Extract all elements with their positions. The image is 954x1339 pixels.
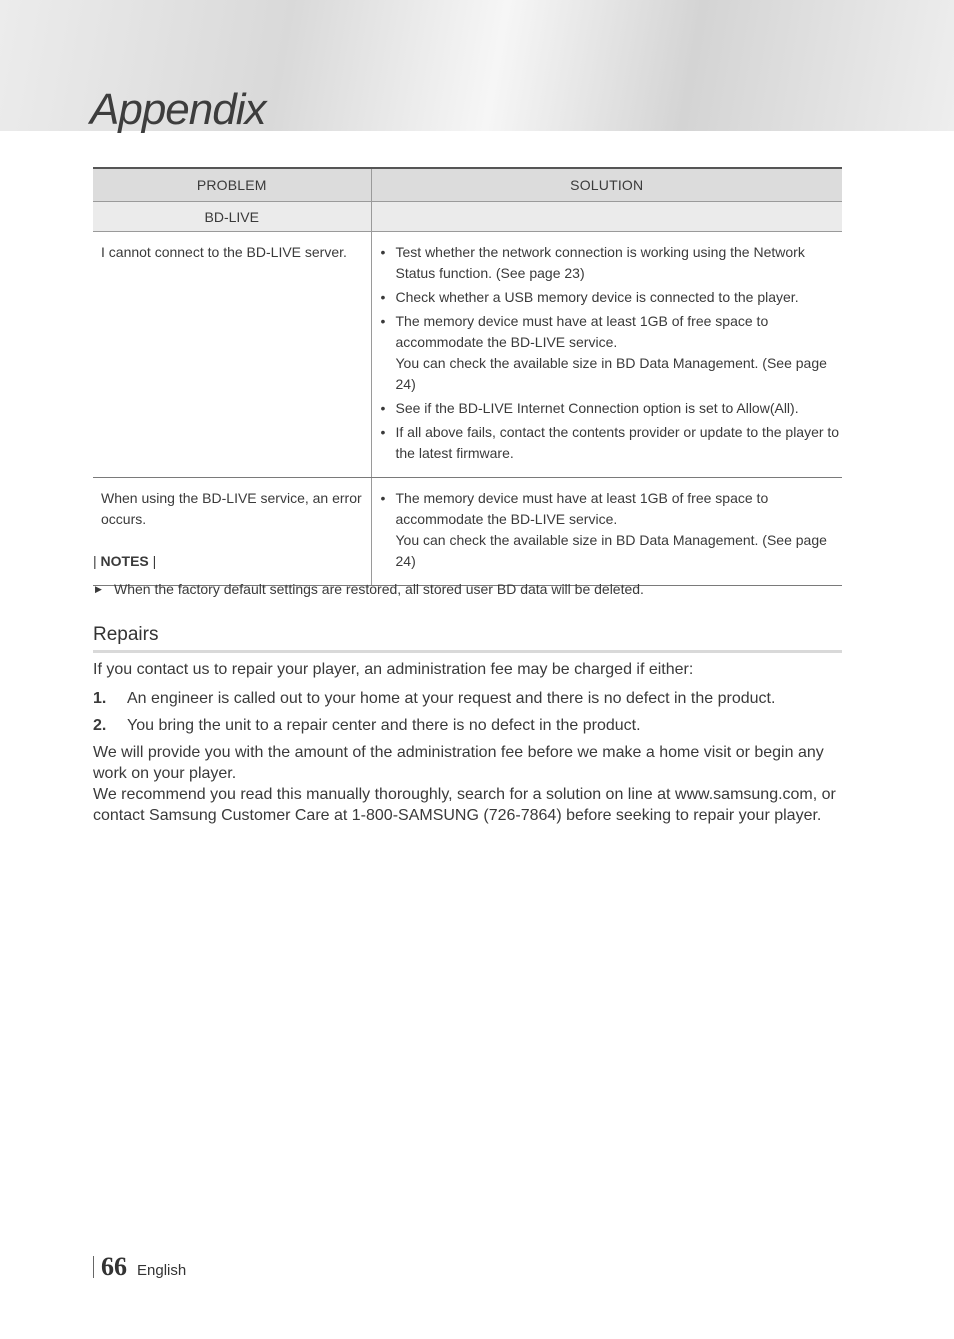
repairs-list [93,688,845,736]
solution-item [381,488,843,572]
notes-heading: | NOTES | [93,553,157,569]
solution-item: • Check whether a USB memory device is connected to the player. [381,287,843,308]
note-item [93,581,842,597]
troubleshooting-table-container [93,167,842,586]
page-footer [93,1252,186,1282]
repairs-heading: Repairs [93,624,842,653]
problem-column-header: PROBLEM [93,168,371,202]
page-title: Appendix [90,85,266,134]
list-number: 2. [93,717,107,734]
repairs-body [93,659,845,826]
problem-cell: I cannot connect to the BD-LIVE server. [93,232,371,478]
solution-list [381,242,843,464]
note-text: When the factory default settings are restored, all stored user BD data will be deleted. [114,581,644,597]
list-item [93,688,845,709]
table-header-row [93,168,842,202]
section-row [93,202,842,232]
solution-item: • See if the BD-LIVE Internet Connection option is set to Allow(All). [381,398,843,419]
footer-divider [93,1256,94,1278]
solution-text: The memory device must have at least 1GB of free space to accommodate the BD-LIVE service. [395,313,769,350]
repairs-intro: If you contact us to repair your player, an administration fee may be charged if either: [93,661,694,678]
section-label: BD-LIVE [93,202,371,232]
page-language: English [137,1262,187,1279]
fee-paragraph: We will provide you with the amount of the administration fee before we make a home visit or begin any work on your player. [93,744,824,782]
solution-item: • If all above fails, contact the contents provider or update to the player to the latest firmware. [381,422,843,464]
notes-label: NOTES [100,553,149,569]
solution-extra-text: You can check the available size in BD Data Management. (See page 24) [395,355,827,392]
list-number: 1. [93,690,107,707]
solution-column-header: SOLUTION [371,168,842,202]
table-row [93,232,842,478]
list-text: An engineer is called out to your home at your request and there is no defect in the product. [127,690,776,707]
solution-extra-text: You can check the available size in BD Data Management. (See page 24) [395,532,827,569]
problem-cell: When using the BD-LIVE service, an error occurs. [93,478,371,586]
solution-cell [371,478,842,586]
troubleshooting-table [93,167,842,586]
triangle-bullet-icon: ▶ [95,584,102,594]
table-row [93,478,842,586]
page-number: 66 [101,1252,127,1281]
solution-text: The memory device must have at least 1GB of free space to accommodate the BD-LIVE service. [395,490,769,527]
list-item [93,715,845,736]
solution-item [381,311,843,395]
recommend-paragraph: We recommend you read this manually thoroughly, search for a solution on line at www.samsung.com, or contact Samsung Customer Care at 1-800-SAMSUNG (726-7864) before seeking to repair your player. [93,786,836,824]
solution-cell [371,232,842,478]
solution-item: • Test whether the network connection is working using the Network Status function. (See page 23) [381,242,843,284]
solution-list [381,488,843,572]
list-text: You bring the unit to a repair center and there is no defect in the product. [127,717,641,734]
section-empty-cell [371,202,842,232]
